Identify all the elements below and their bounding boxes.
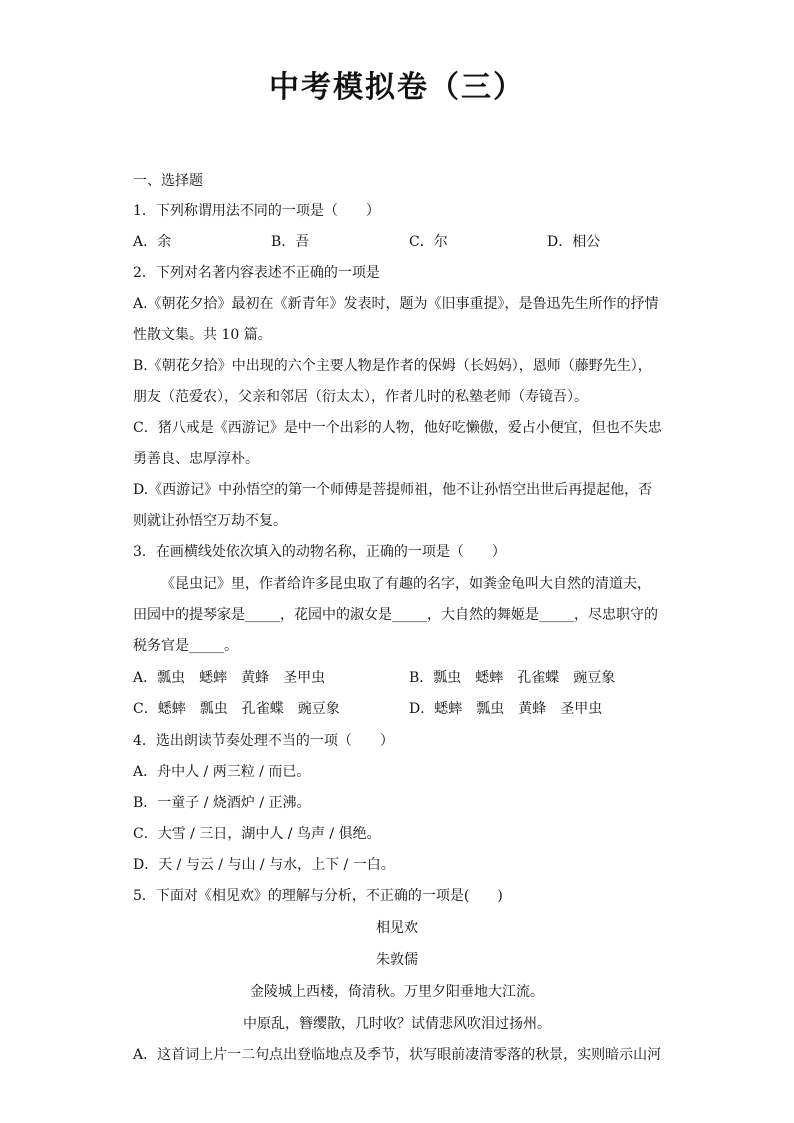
question-2-option-d-line-1: D.《西游记》中孙悟空的第一个师傅是菩提师祖，他不让孙悟空出世后再提起他，否 <box>133 482 653 498</box>
question-3-option-a: A．瓢虫 蟋蟀 黄蜂 圣甲虫 <box>133 670 326 686</box>
question-2-option-a-line-2: 性散文集。共 10 篇。 <box>133 327 272 343</box>
question-3-option-c: C．蟋蟀 瓢虫 孔雀蝶 豌豆象 <box>133 701 340 717</box>
question-3-passage-line-2: 田园中的提琴家是_____，花园中的淑女是_____，大自然的舞姬是_____，尽忠职守的 <box>133 607 658 623</box>
question-1-option-c: C．尔 <box>409 234 448 250</box>
question-5-stem: 5．下面对《相见欢》的理解与分析，不正确的一项是( ) <box>133 888 503 904</box>
poem-line-2: 中原乱，簪缨散，几时收？试倩悲风吹泪过扬州。 <box>243 1016 551 1032</box>
question-2-option-a-line-1: A.《朝花夕拾》最初在《新青年》发表时，题为《旧事重提》，是鲁迅先生所作的抒情 <box>133 296 659 312</box>
question-2-option-b-line-1: B.《朝花夕拾》中出现的六个主要人物是作者的保姆（长妈妈），恩师（藤野先生）， <box>133 358 652 374</box>
question-2-option-c-line-2: 勇善良、忠厚淳朴。 <box>133 451 259 467</box>
question-4-option-a: A．舟中人 / 两三粒 / 而已。 <box>133 764 311 780</box>
question-4-option-c: C．大雪 / 三日，湖中人 / 鸟声 / 俱绝。 <box>133 826 381 842</box>
question-3-stem: 3．在画横线处依次填入的动物名称，正确的一项是（ ） <box>133 544 506 560</box>
question-4-option-b: B．一童子 / 烧酒炉 / 正沸。 <box>133 795 311 811</box>
poem-line-1: 金陵城上西楼，倚清秋。万里夕阳垂地大江流。 <box>250 984 544 1000</box>
question-1-option-b: B．吾 <box>271 234 310 250</box>
question-2-option-b-line-2: 朋友（范爱农），父亲和邻居（衍太太），作者儿时的私塾老师（寿镜吾）。 <box>133 389 588 405</box>
question-1-option-a: A．余 <box>133 234 172 250</box>
question-3-passage-line-1: 《昆虫记》里，作者给许多昆虫取了有趣的名字，如粪金龟叫大自然的清道夫， <box>161 576 651 592</box>
poem-author: 朱敦儒 <box>376 952 418 968</box>
poem-title: 相见欢 <box>376 920 418 936</box>
question-2-stem: 2．下列对名著内容表述不正确的一项是 <box>133 265 380 281</box>
section-heading: 一、选择题 <box>133 173 203 189</box>
question-1-option-d: D．相公 <box>547 234 601 250</box>
page-title: 中考模拟卷（三） <box>269 70 525 105</box>
question-2-option-d-line-2: 则就让孙悟空万劫不复。 <box>133 513 287 529</box>
question-4-stem: 4．选出朗读节奏处理不当的一项（ ） <box>133 733 394 749</box>
question-1-stem: 1．下列称谓用法不同的一项是（ ） <box>133 203 380 219</box>
question-2-option-c-line-1: C．猪八戒是《西游记》是中一个出彩的人物，他好吃懒傲，爱占小便宜，但也不失忠 <box>133 420 662 436</box>
question-3-option-b: B．瓢虫 蟋蟀 孔雀蝶 豌豆象 <box>409 670 616 686</box>
question-4-option-d: D．天 / 与云 / 与山 / 与水，上下 / 一白。 <box>133 857 395 873</box>
question-3-option-d: D．蟋蟀 瓢虫 黄蜂 圣甲虫 <box>409 701 603 717</box>
question-3-passage-line-3: 税务官是_____。 <box>133 638 238 654</box>
question-5-option-a-line-1: A．这首词上片一二句点出登临地点及季节，状写眼前凄清零落的秋景，实则暗示山河 <box>133 1047 662 1063</box>
